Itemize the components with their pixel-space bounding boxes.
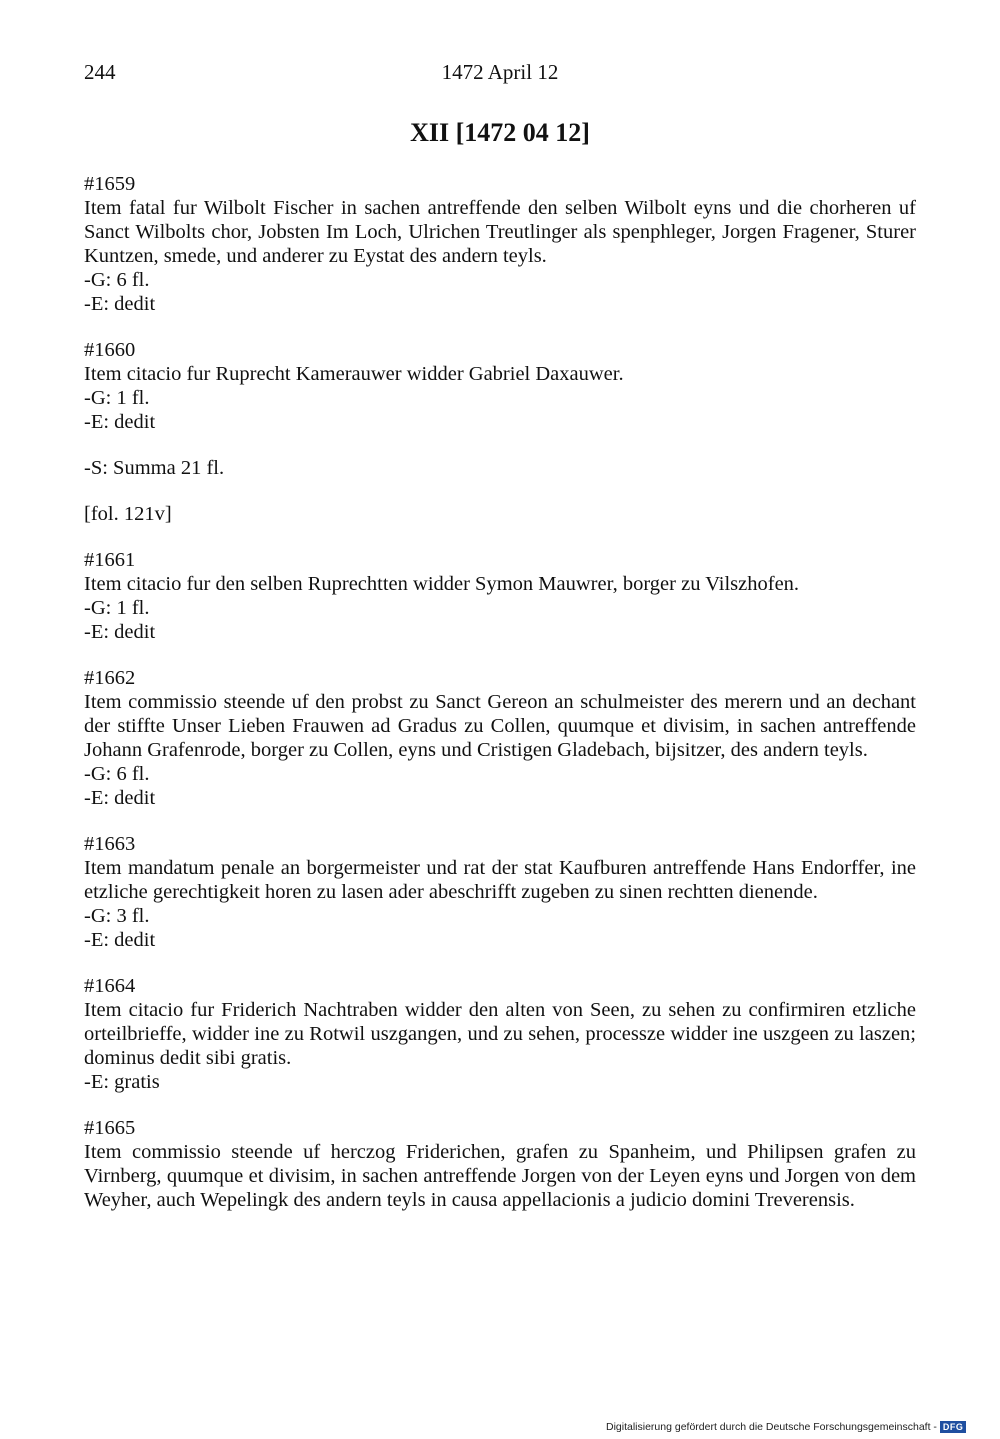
entry-text: Item citacio fur den selben Ruprechtten widder Symon Mauwrer, borger zu Vilszhofen. [84, 573, 800, 595]
entry-number: #1662 [84, 667, 136, 689]
running-head [84, 60, 916, 92]
document-body [84, 172, 916, 1234]
digitization-credit [606, 1419, 966, 1435]
summa-line: -S: Summa 21 fl. [84, 457, 225, 479]
page-number: 244 [84, 60, 116, 84]
entry-1665 [84, 1116, 916, 1212]
entry-payment-note: -E: dedit [84, 621, 156, 643]
entry-fee-note: -G: 1 fl. [84, 387, 150, 409]
credit-text: Digitalisierung gefördert durch die Deutsche Forschungsgemeinschaft - [606, 1421, 937, 1433]
entry-1661 [84, 548, 916, 644]
folio-marker: [fol. 121v] [84, 503, 172, 525]
entry-number: #1659 [84, 173, 136, 195]
entry-text: Item commissio steende uf den probst zu Sanct Gereon an schulmeister des merern und an dechant der stiffte Unser Lieben Frauwen ad Gradus zu Collen, quumque et divisim, in sachen antreffende Johann Grafenrode, borger zu Collen, eyns und Cristigen Gladebach, bijsitzer, des andern teyls. [84, 691, 916, 761]
entry-text: Item mandatum penale an borgermeister und rat der stat Kaufburen antreffende Hans Endorffer, ine etzliche gerechtigkeit horen zu lasen ader abeschrifft zugeben zu sinen rechtten dienende. [84, 857, 916, 903]
entry-fee-note: -G: 1 fl. [84, 597, 150, 619]
entry-1663 [84, 832, 916, 952]
entry-fee-note: -G: 6 fl. [84, 763, 150, 785]
running-title: 1472 April 12 [441, 60, 559, 84]
entry-text: Item citacio fur Ruprecht Kamerauwer widder Gabriel Daxauwer. [84, 363, 624, 385]
entry-1660 [84, 338, 916, 434]
entry-text: Item fatal fur Wilbolt Fischer in sachen antreffende den selben Wilbolt eyns und die chorheren uf Sanct Wilbolts chor, Jobsten Im Loch, Ulrichen Treutlinger als spenphleger, Jorgen Fragener, Sturer Kuntzen, smede, und anderer zu Eystat des andern teyls. [84, 197, 916, 267]
section-heading: XII [1472 04 12] [410, 118, 590, 147]
entry-1664 [84, 974, 916, 1094]
entry-payment-note: -E: gratis [84, 1071, 160, 1093]
entry-1659 [84, 172, 916, 316]
entry-payment-note: -E: dedit [84, 787, 156, 809]
entry-number: #1665 [84, 1117, 136, 1139]
entry-number: #1663 [84, 833, 136, 855]
entry-number: #1664 [84, 975, 136, 997]
entry-fee-note: -G: 3 fl. [84, 905, 150, 927]
entry-payment-note: -E: dedit [84, 929, 156, 951]
entry-number: #1660 [84, 339, 136, 361]
entry-1662 [84, 666, 916, 810]
entry-text: Item citacio fur Friderich Nachtraben widder den alten von Seen, zu sehen zu confirmiren etzliche orteilbrieffe, widder ine zu Rotwil uszgangen, und zu sehen, processze widder ine uszgeen zu laszen; dominus dedit sibi gratis. [84, 999, 916, 1069]
entry-payment-note: -E: dedit [84, 411, 156, 433]
entry-number: #1661 [84, 549, 136, 571]
dfg-logo: DFG [940, 1421, 967, 1433]
entry-payment-note: -E: dedit [84, 293, 156, 315]
entry-fee-note: -G: 6 fl. [84, 269, 150, 291]
entry-text: Item commissio steende uf herczog Friderichen, grafen zu Spanheim, und Philipsen grafen zu Virnberg, quumque et divisim, in sachen antreffende Jorgen von der Leyen eyns und Jorgen von dem Weyher, auch Wepelingk des andern teyls in causa appellacionis a judicio domini Treverensis. [84, 1141, 916, 1211]
